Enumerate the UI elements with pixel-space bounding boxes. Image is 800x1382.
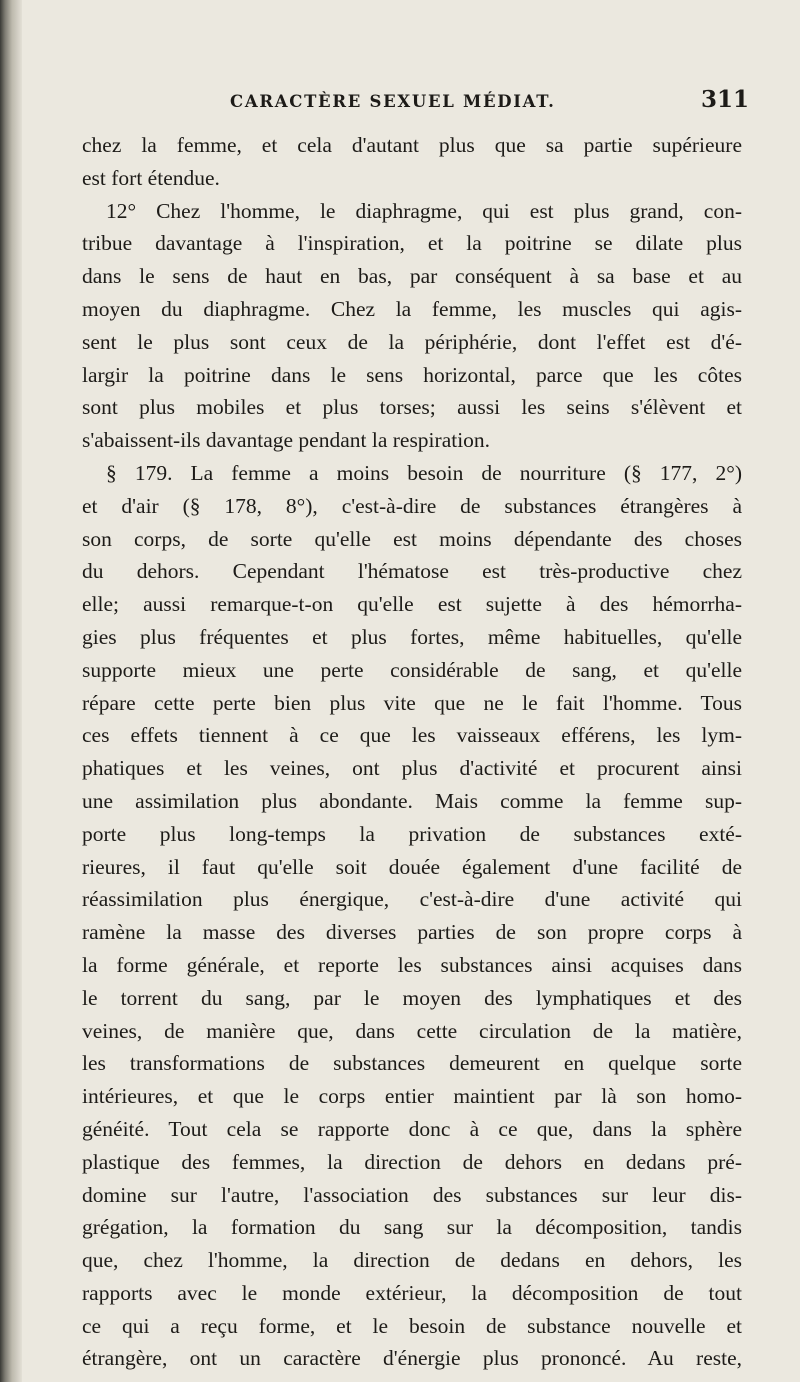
text-line: ramène la masse des diverses parties de son propre corps à bbox=[82, 920, 742, 945]
text-line: généité. Tout cela se rapporte donc à ce que, dans la sphère bbox=[82, 1116, 742, 1141]
text-line: 12° Chez l'homme, le diaphragme, qui est plus grand, con- bbox=[106, 198, 742, 223]
text-line: tribue davantage à l'inspiration, et la poitrine se dilate plus bbox=[82, 231, 742, 256]
text-line: ce qui a reçu forme, et le besoin de substance nouvelle et bbox=[82, 1313, 742, 1338]
binding-gutter bbox=[0, 0, 22, 1382]
text-line: intérieures, et que le corps entier maintient par là son homo- bbox=[82, 1084, 742, 1109]
text-line: que, chez l'homme, la direction de dedans en dehors, les bbox=[82, 1248, 742, 1273]
text-line: grégation, la formation du sang sur la décomposition, tandis bbox=[82, 1215, 742, 1240]
text-line: dans le sens de haut en bas, par conséquent à sa base et au bbox=[82, 264, 742, 289]
text-line: une assimilation plus abondante. Mais comme la femme sup- bbox=[82, 788, 742, 813]
text-line: largir la poitrine dans le sens horizontal, parce que les côtes bbox=[82, 362, 742, 387]
text-line: rapports avec le monde extérieur, la décomposition de tout bbox=[82, 1280, 742, 1305]
text-line: § 179. La femme a moins besoin de nourriture (§ 177, 2°) bbox=[106, 460, 742, 485]
text-line: est fort étendue. bbox=[82, 165, 220, 190]
text-line: ces effets tiennent à ce que les vaisseaux efférens, les lym- bbox=[82, 723, 742, 748]
text-line: et d'air (§ 178, 8°), c'est-à-dire de substances étrangères à bbox=[82, 493, 742, 518]
text-line: plastique des femmes, la direction de dehors en dedans pré- bbox=[82, 1149, 742, 1174]
page-header bbox=[125, 86, 763, 120]
text-line: gies plus fréquentes et plus fortes, même habituelles, qu'elle bbox=[82, 624, 742, 649]
text-line: chez la femme, et cela d'autant plus que sa partie supérieure bbox=[82, 133, 742, 157]
text-line: la forme générale, et reporte les substances ainsi acquises dans bbox=[82, 952, 742, 977]
text-line: domine sur l'autre, l'association des substances sur leur dis- bbox=[82, 1182, 742, 1207]
text-line: porte plus long-temps la privation de substances exté- bbox=[82, 821, 742, 846]
text-line: veines, de manière que, dans cette circulation de la matière, bbox=[82, 1018, 742, 1043]
text-line: son corps, de sorte qu'elle est moins dépendante des choses bbox=[82, 526, 742, 551]
text-line: le torrent du sang, par le moyen des lymphatiques et des bbox=[82, 985, 742, 1010]
text-line: étrangère, ont un caractère d'énergie plus prononcé. Au reste, bbox=[82, 1346, 742, 1371]
text-line: du dehors. Cependant l'hématose est très-productive chez bbox=[82, 559, 742, 584]
text-line: répare cette perte bien plus vite que ne le fait l'homme. Tous bbox=[82, 690, 742, 715]
text-line: moyen du diaphragme. Chez la femme, les muscles qui agis- bbox=[82, 296, 742, 321]
text-line: s'abaissent-ils davantage pendant la respiration. bbox=[82, 428, 491, 453]
text-line: elle; aussi remarque-t-on qu'elle est sujette à des hémorrha- bbox=[82, 592, 742, 617]
text-line: rieures, il faut qu'elle soit douée également d'une facilité de bbox=[82, 854, 742, 879]
text-line: sent le plus sont ceux de la périphérie, dont l'effet est d'é- bbox=[82, 329, 742, 354]
text-line: phatiques et les veines, ont plus d'activité et procurent ainsi bbox=[82, 756, 742, 781]
text-line: sont plus mobiles et plus torses; aussi les seins s'élèvent et bbox=[82, 395, 742, 420]
text-line: supporte mieux une perte considérable de sang, et qu'elle bbox=[82, 657, 742, 682]
text-line: réassimilation plus énergique, c'est-à-dire d'une activité qui bbox=[82, 887, 742, 912]
page-number: 311 bbox=[700, 86, 749, 113]
text-line: les transformations de substances demeurent en quelque sorte bbox=[82, 1051, 742, 1076]
body-text bbox=[82, 129, 742, 1375]
running-head: CARACTÈRE SEXUEL MÉDIAT. bbox=[230, 92, 556, 111]
